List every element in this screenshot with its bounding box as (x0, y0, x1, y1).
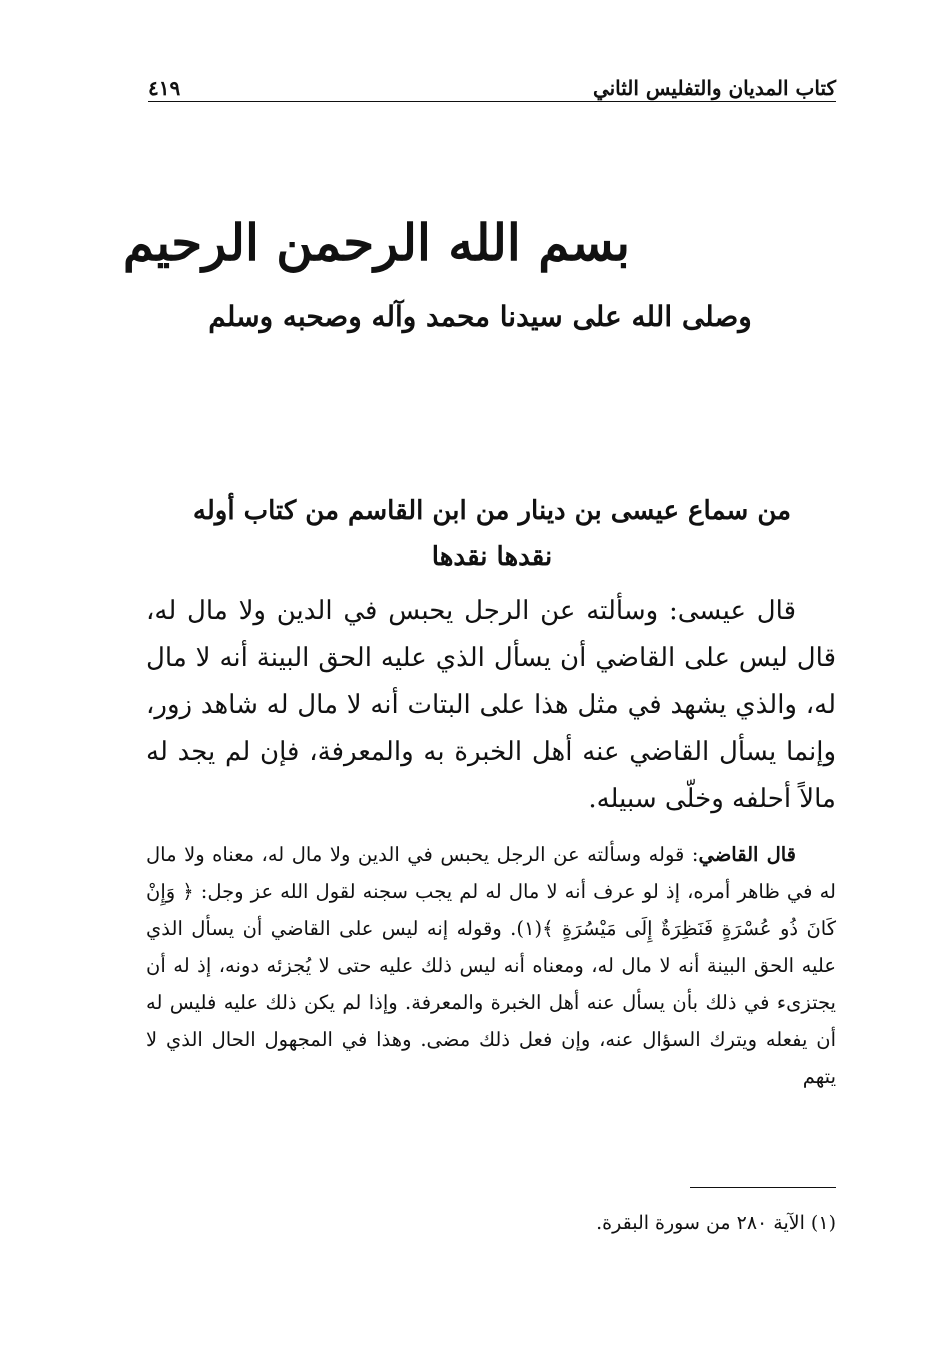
section-heading-line1: من سماع عيسى بن دينار من ابن القاسم من كتاب أوله (192, 496, 792, 526)
basmala-calligraphy: بسم الله الرحمن الرحيم (122, 213, 630, 272)
footnote-divider (690, 1187, 836, 1188)
section-heading-line2: نقدها نقدها (431, 542, 553, 572)
commentary-paragraph (146, 836, 836, 1095)
main-paragraph (146, 588, 836, 823)
page-number: ٤١٩ (148, 76, 181, 100)
commentary-text: : قوله وسألته عن الرجل يحبس في الدين ولا مال له، معناه ولا مال له في ظاهر أمره، إذ لو عرف أنه لا مال له لم يجب سجنه لقول الله عز وجل: ﴿ وَإِنْ كَانَ ذُو عُسْرَةٍ فَنَظِرَةٌ إِلَى مَيْسُرَةٍ ﴾(١). وقوله إنه ليس على القاضي أن يسأل الذي عليه الحق البينة أنه لا مال له، ومعناه أنه ليس ذلك عليه حتى لا يُجزئه دونه، إذ له أن يجتزىء في ذلك بأن يسأل عنه أهل الخبرة والمعرفة. وإذا لم يكن ذلك عليه فليس له أن يفعله ويترك السؤال عنه، وإن فعل ذلك مضى. وهذا في المجهول الحال الذي لا يتهم (146, 843, 836, 1088)
running-header (148, 68, 836, 100)
commentary-label: قال القاضي (698, 843, 797, 866)
section-heading (150, 488, 834, 580)
header-title: كتاب المديان والتفليس الثاني (592, 76, 836, 100)
salawat-line: وصلى الله على سيدنا محمد وآله وصحبه وسلم (208, 300, 752, 333)
header-divider (148, 101, 836, 102)
footnote: (١) الآية ٢٨٠ من سورة البقرة. (596, 1212, 836, 1234)
main-paragraph-text: قال عيسى: وسألته عن الرجل يحبس في الدين ولا مال له، قال ليس على القاضي أن يسأل الذي عليه الحق البينة أنه لا مال له، والذي يشهد في مثل هذا على البتات أنه لا مال له شاهد زور، وإنما يسأل القاضي عنه أهل الخبرة به والمعرفة، فإن لم يجد له مالاً أحلفه وخلّى سبيله. (146, 596, 836, 814)
